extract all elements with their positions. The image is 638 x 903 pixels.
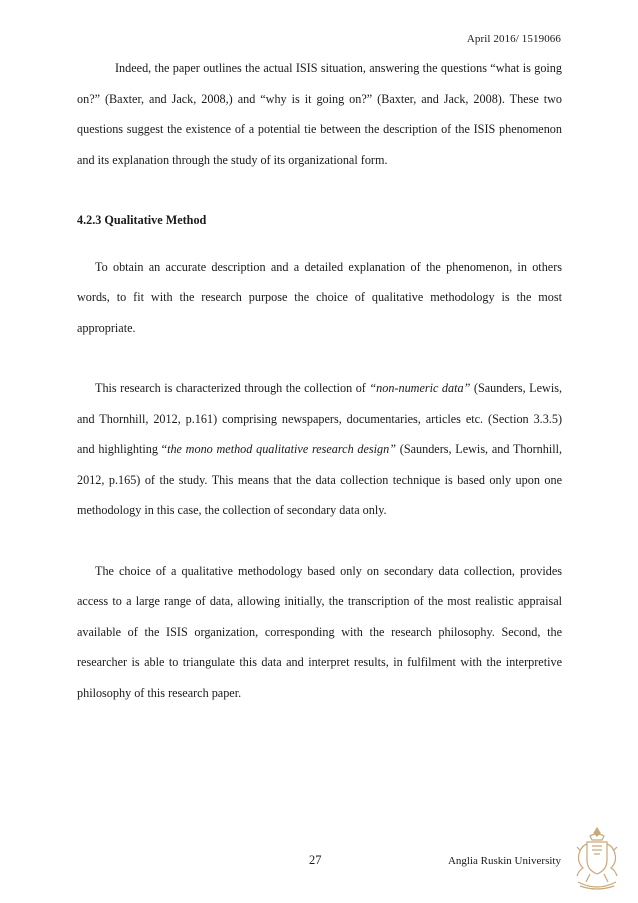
text-run: (Saunders, Lewis, and Thornhill, 2012, p.165) of the study. This means that the data collection technique is based only upon one methodology in this case, the collection of secondary data only. — [77, 442, 563, 517]
page-body — [77, 53, 562, 708]
text-run: The choice of a qualitative methodology based only on secondary data collection, provides access to a large range of data, allowing initially, the transcription of the most realistic appraisal available of the ISIS organization, corresponding with the research philosophy. Second, the researcher is able to triangulate this data and interpret results, in fulfilment with the interpretive philosophy of this research paper. — [77, 563, 562, 700]
paragraph-3 — [77, 373, 562, 526]
page-number: 27 — [309, 853, 322, 867]
header-date-id: April 2016/ 1519066 — [466, 33, 561, 45]
text-run: This research is characterized through the collection of — [95, 381, 370, 395]
text-run: Indeed, the paper outlines the actual ISIS situation, answering the questions “what is going on?” (Baxter, and Jack, 2008,) and “why is it going on?” (Baxter, and Jack, 2008). These two questions suggest the existence of a potential tie between the description of the ISIS phenomenon and its explanation through the study of its organizational form. — [77, 61, 562, 167]
paragraph-4 — [77, 556, 562, 709]
university-crest-icon — [572, 826, 622, 892]
italic-quote: the mono method qualitative research design” — [167, 442, 397, 456]
italic-quote: “non-numeric data” — [369, 381, 471, 395]
text-run: To obtain an accurate description and a detailed explanation of the phenomenon, in others words, to fit with the research purpose the choice of qualitative methodology is the most appropriate. — [77, 259, 562, 335]
section-heading: 4.2.3 Qualitative Method — [77, 213, 207, 227]
text-run: (Saunders, Lewis, and Thornhill, 2012, p.161) comprising newspapers, documentaries, articles etc. (Section 3.3.5) and highlighting “ — [77, 381, 563, 456]
footer-university: Anglia Ruskin University — [447, 855, 561, 867]
paragraph-1 — [77, 53, 562, 175]
paragraph-2 — [77, 252, 562, 344]
